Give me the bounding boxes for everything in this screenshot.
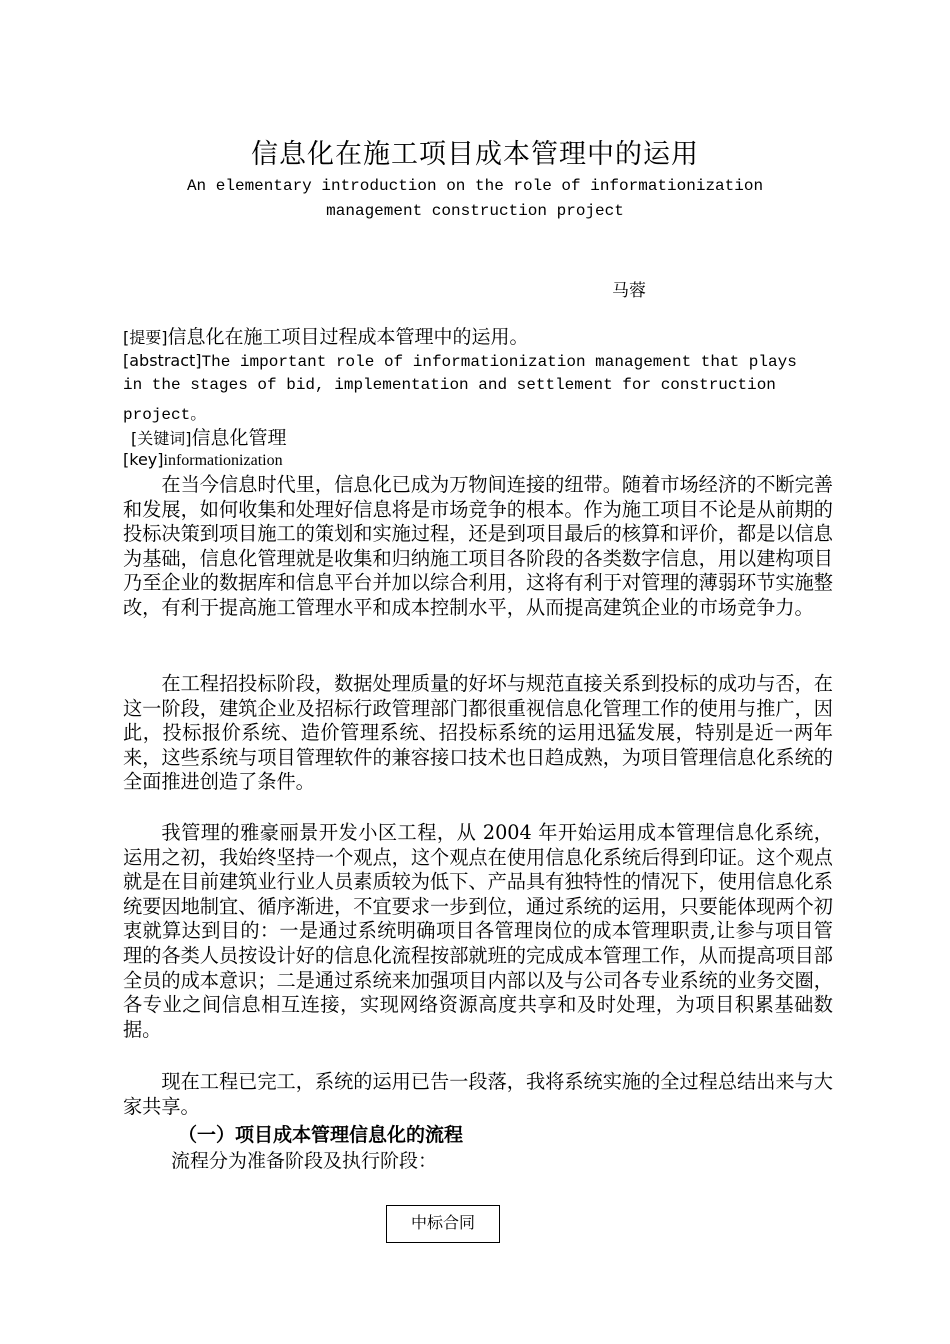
section-heading: （一）项目成本管理信息化的流程	[178, 1124, 464, 1146]
english-subtitle-line2: management construction project	[326, 202, 624, 220]
abstract-en-line3: project。	[123, 406, 207, 424]
abstract-zh	[123, 322, 529, 349]
abstract-zh-text: 信息化在施工项目过程成本管理中的运用。	[167, 326, 529, 348]
body-paragraph-1: 在当今信息时代里，信息化已成为万物间连接的纽带。随着市场经济的不断完善和发展，如何收集和处理好信息将是市场竞争的根本。作为施工项目不论是从前期的投标决策到项目施工的策划和实施过程，还是到项目最后的核算和评价，都是以信息为基础，信息化管理就是收集和归纳施工项目各阶段的各类数字信息，用以建构项目乃至企业的数据库和信息平台并加以综合利用，这将有利于对管理的薄弱环节实施整改，有利于提高施工管理水平和成本控制水平，从而提高建筑企业的市场竞争力。	[123, 473, 833, 619]
abstract-en-line1	[123, 351, 797, 371]
keywords-en-text: informationization	[163, 452, 283, 469]
keywords-en	[123, 450, 283, 470]
keywords-en-label: [key]	[123, 450, 164, 469]
keywords-zh-label: [关键词]	[131, 429, 192, 448]
abstract-en-text-line1: The important role of informationization management that plays	[201, 353, 797, 371]
english-subtitle-line1: An elementary introduction on the role of informationization	[186, 177, 764, 195]
flowchart-box-contract: 中标合同	[386, 1205, 500, 1243]
keywords-zh	[131, 423, 287, 450]
abstract-zh-label: [提要]	[123, 328, 168, 347]
body-paragraph-2: 在工程招投标阶段，数据处理质量的好坏与规范直接关系到投标的成功与否，在这一阶段，建筑企业及招标行政管理部门都很重视信息化管理工作的使用与推广，因此，投标报价系统、造价管理系统、招投标系统的运用迅猛发展，特别是近一两年来，这些系统与项目管理软件的兼容接口技术也日趋成熟，为项目管理信息化系统的全面推进创造了条件。	[123, 672, 833, 794]
keywords-zh-text: 信息化管理	[191, 427, 287, 449]
document-title: 信息化在施工项目成本管理中的运用	[251, 139, 699, 170]
abstract-en-line2: in the stages of bid, implementation and settlement for construction	[123, 376, 776, 394]
abstract-en-label: [abstract]	[123, 351, 202, 370]
section-intro: 流程分为准备阶段及执行阶段：	[171, 1150, 438, 1172]
body-paragraph-3: 我管理的雅豪丽景开发小区工程，从 2004 年开始运用成本管理信息化系统，运用之初，我始终坚持一个观点，这个观点在使用信息化系统后得到印证。这个观点就是在目前建筑业行业人员素质较为低下、产品具有独特性的情况下，使用信息化系统要因地制宜、循序渐进，不宜要求一步到位，通过系统的运用，只要能体现两个初衷就算达到目的：一是通过系统明确项目各管理岗位的成本管理职责,让参与项目管理的各类人员按设计好的信息化流程按部就班的完成成本管理工作，从而提高项目部全员的成本意识；二是通过系统来加强项目内部以及与公司各专业系统的业务交圈，各专业之间信息相互连接，实现网络资源高度共享和及时处理，为项目积累基础数据。	[123, 821, 833, 1041]
body-paragraph-4: 现在工程已完工，系统的运用已告一段落，我将系统实施的全过程总结出来与大家共享。	[123, 1070, 833, 1118]
author-name: 马蓉	[612, 281, 646, 301]
